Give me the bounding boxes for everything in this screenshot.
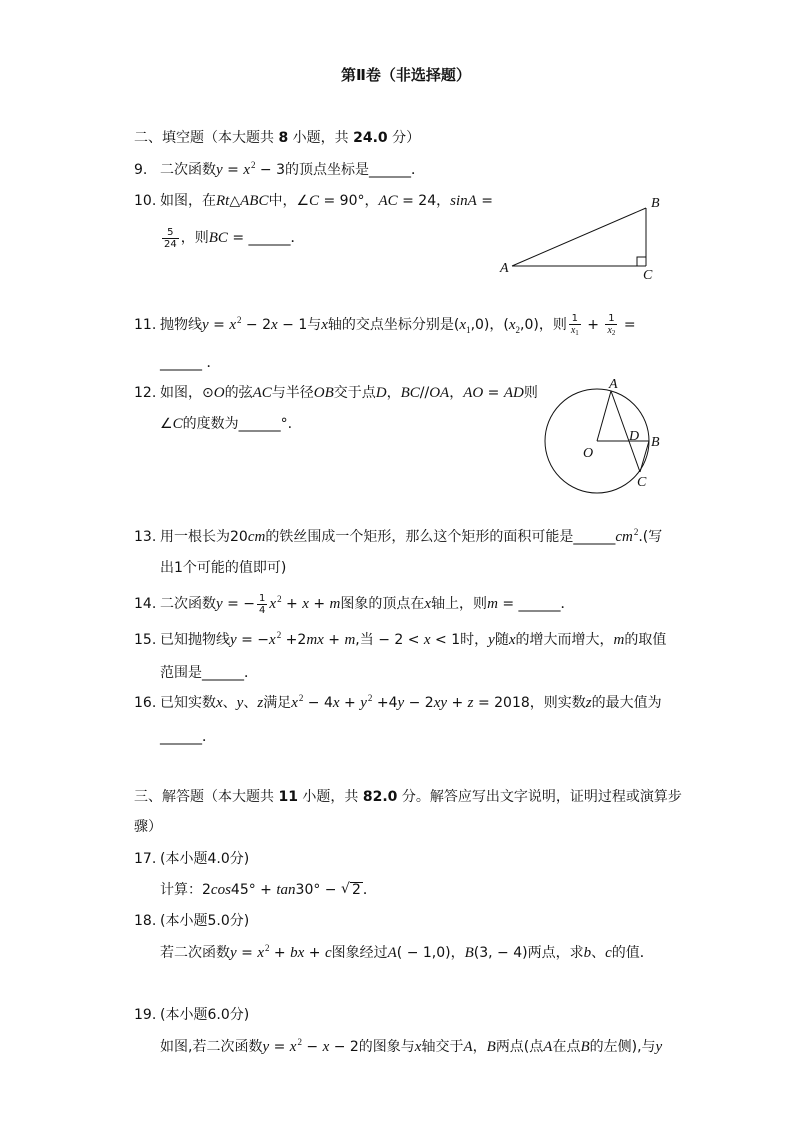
text-run: − 1与 bbox=[277, 317, 322, 333]
question-15-number: 15. bbox=[134, 632, 157, 648]
math-variable: A bbox=[543, 1039, 553, 1055]
math-variable: y bbox=[262, 1039, 270, 1055]
text-run: 45° + bbox=[230, 882, 277, 898]
text-run: 用一根长为20 bbox=[160, 529, 248, 545]
math-variable: x bbox=[332, 695, 340, 711]
math-variable: x bbox=[291, 695, 298, 711]
text-run: 中，∠ bbox=[268, 193, 310, 209]
math-variable: bx bbox=[290, 945, 305, 961]
text-run: 的弦 bbox=[224, 385, 253, 401]
fraction bbox=[569, 313, 581, 337]
math-variable: x bbox=[459, 317, 467, 333]
text-run: − 2 bbox=[241, 317, 272, 333]
math-variable: y bbox=[216, 162, 223, 178]
bold-number: 82.0 bbox=[362, 789, 398, 805]
math-variable: B bbox=[580, 1039, 590, 1055]
math-variable: AC bbox=[252, 385, 272, 401]
text-run: 如图,若二次函数 bbox=[160, 1039, 263, 1055]
hypotenuse-ab bbox=[512, 208, 646, 266]
text-run: +2 bbox=[281, 632, 307, 648]
text-run: 图象经过 bbox=[331, 945, 388, 961]
text-run: − bbox=[301, 1039, 323, 1055]
text-run: + bbox=[308, 596, 330, 612]
text-run: ． bbox=[362, 882, 377, 898]
text-run: ， bbox=[472, 1039, 487, 1055]
section-2-header bbox=[134, 130, 420, 146]
math-variable: tan bbox=[276, 882, 296, 898]
question-16-text-line-1 bbox=[160, 695, 662, 711]
question-11-text-line-2 bbox=[160, 355, 220, 371]
text-run: (3, − 4)两点，求 bbox=[473, 945, 584, 961]
text-run: = bbox=[222, 162, 244, 178]
question-18-text bbox=[160, 945, 654, 961]
fraction-numerator bbox=[257, 593, 267, 605]
text-run: = 2018，则实数 bbox=[473, 695, 586, 711]
text-run: 轴上，则 bbox=[431, 596, 488, 612]
text-run: 的左侧),与 bbox=[589, 1039, 656, 1055]
text-run: 1 bbox=[608, 313, 615, 324]
math-variable: cos bbox=[210, 882, 231, 898]
superscript: 2 bbox=[277, 594, 282, 604]
question-9-text bbox=[160, 162, 425, 178]
text-run: − 4 bbox=[303, 695, 333, 711]
question-16-text-line-2 bbox=[160, 729, 216, 745]
fraction-denominator bbox=[162, 239, 179, 250]
math-variable: x bbox=[271, 317, 278, 333]
text-run: 图象的顶点在 bbox=[340, 596, 425, 612]
text-run: 计算：2 bbox=[160, 882, 211, 898]
math-variable: A bbox=[463, 1039, 473, 1055]
subscript: 2 bbox=[611, 329, 616, 337]
text-run: + bbox=[339, 695, 361, 711]
math-variable: Rt bbox=[216, 193, 230, 209]
math-variable: ABC bbox=[240, 193, 269, 209]
math-variable: y bbox=[655, 1039, 663, 1055]
question-17-number: 17. bbox=[134, 851, 157, 867]
question-14-number: 14. bbox=[134, 596, 157, 612]
superscript: 2 bbox=[298, 693, 304, 703]
text-run: 分。解答应写出文字说明，证明过程或演算步 bbox=[397, 789, 682, 805]
question-12-number: 12. bbox=[134, 385, 157, 401]
math-variable: x bbox=[257, 945, 264, 961]
point-label-c: C bbox=[637, 475, 647, 490]
text-run: 交于点 bbox=[333, 385, 376, 401]
math-variable: z bbox=[257, 695, 264, 711]
question-10-text-line-1 bbox=[160, 193, 493, 209]
text-run: 则 bbox=[523, 385, 538, 401]
chord-bc bbox=[640, 441, 649, 472]
math-variable: mx bbox=[306, 632, 324, 648]
math-variable: y bbox=[236, 695, 244, 711]
math-variable: x bbox=[302, 596, 309, 612]
math-variable: AO bbox=[463, 385, 484, 401]
text-run: 抛物线 bbox=[160, 317, 202, 333]
text-run: 与半径 bbox=[271, 385, 314, 401]
math-variable: y bbox=[230, 945, 237, 961]
text-run: 4 bbox=[259, 604, 266, 616]
question-18-number: 18. bbox=[134, 913, 157, 929]
text-run: 已知抛物线 bbox=[160, 632, 230, 648]
text-run: 的度数为______°. bbox=[182, 416, 293, 432]
question-11-number: 11. bbox=[134, 317, 157, 333]
text-run: = 24， bbox=[397, 193, 451, 209]
fraction-denominator bbox=[257, 605, 267, 616]
math-variable: z bbox=[467, 695, 474, 711]
fraction-numerator bbox=[162, 227, 179, 239]
superscript: 2 bbox=[236, 315, 242, 325]
math-variable: AC bbox=[378, 193, 398, 209]
text-run: 、 bbox=[222, 695, 237, 711]
question-9-number: 9. bbox=[134, 162, 148, 178]
math-variable: x bbox=[269, 596, 277, 612]
text-run: + bbox=[304, 945, 325, 961]
text-run: ， bbox=[386, 385, 401, 401]
text-run: 骤） bbox=[134, 819, 162, 835]
math-variable: C bbox=[172, 416, 183, 432]
right-triangle-figure bbox=[495, 190, 665, 285]
math-variable: AD bbox=[503, 385, 524, 401]
superscript: 2 bbox=[264, 943, 270, 953]
question-17-text bbox=[160, 882, 377, 898]
text-run: 轴交于 bbox=[421, 1039, 464, 1055]
text-run: + bbox=[281, 596, 303, 612]
math-variable: D bbox=[375, 385, 387, 401]
math-variable: OA bbox=[429, 385, 450, 401]
math-variable: z bbox=[585, 695, 592, 711]
text-run: +4 bbox=[372, 695, 398, 711]
fraction bbox=[605, 313, 617, 337]
text-run: △ bbox=[229, 193, 241, 209]
question-10-number: 10. bbox=[134, 193, 157, 209]
math-variable: c bbox=[605, 945, 612, 961]
math-variable: x bbox=[289, 1039, 297, 1055]
vertex-label-c: C bbox=[643, 268, 653, 283]
math-variable: x bbox=[216, 695, 223, 711]
text-run: 的铁丝围成一个矩形，那么这个矩形的面积可能是______ bbox=[265, 529, 616, 545]
subscript: 2 bbox=[515, 325, 521, 335]
math-variable: x bbox=[269, 632, 276, 648]
math-variable: A bbox=[387, 945, 397, 961]
text-run: + bbox=[269, 945, 291, 961]
text-run: + bbox=[447, 695, 468, 711]
superscript: 2 bbox=[276, 630, 282, 640]
text-run: 的取值 bbox=[624, 632, 667, 648]
question-12-text-line-2 bbox=[160, 416, 292, 432]
math-variable: b bbox=[583, 945, 592, 961]
math-variable: y bbox=[360, 695, 367, 711]
point-label-b: B bbox=[651, 435, 660, 450]
question-12-text-line-1 bbox=[160, 385, 538, 401]
square-root: √ 2 bbox=[350, 882, 363, 897]
text-run: = bbox=[208, 317, 230, 333]
text-run: ______ ． bbox=[160, 355, 221, 371]
question-17-score: (本小题4.0分) bbox=[160, 851, 250, 867]
text-run: ∠ bbox=[160, 416, 173, 432]
text-run: 已知实数 bbox=[160, 695, 216, 711]
text-run: ， bbox=[449, 385, 464, 401]
question-14-text bbox=[160, 592, 575, 616]
fraction bbox=[257, 593, 267, 616]
fraction-numerator bbox=[569, 313, 581, 325]
text-run: 如图，在 bbox=[160, 193, 216, 209]
math-variable: y bbox=[230, 632, 237, 648]
text-run: − 2 bbox=[404, 695, 434, 711]
text-run: = bbox=[236, 945, 258, 961]
math-variable: m bbox=[329, 596, 341, 612]
bold-number: 24.0 bbox=[353, 130, 388, 146]
circle-figure bbox=[538, 376, 668, 496]
text-run: + bbox=[323, 632, 345, 648]
text-run: < 1时， bbox=[430, 632, 489, 648]
section-3-header-line-1 bbox=[134, 789, 682, 805]
math-variable: C bbox=[309, 193, 320, 209]
text-run: 5 bbox=[167, 226, 174, 238]
text-run: ,0)，( bbox=[470, 317, 509, 333]
math-variable: BC bbox=[208, 230, 228, 246]
text-run: 轴的交点坐标分别是( bbox=[327, 317, 460, 333]
question-19-text bbox=[160, 1039, 662, 1055]
text-run: 30° − bbox=[295, 882, 341, 898]
question-10-text-line-2 bbox=[160, 226, 305, 250]
text-run: ( − 1,0)， bbox=[396, 945, 465, 961]
question-16-number: 16. bbox=[134, 695, 157, 711]
math-variable: x bbox=[414, 1039, 422, 1055]
text-run: 1 bbox=[259, 592, 266, 604]
text-run: − 2的图象与 bbox=[329, 1039, 415, 1055]
fraction-denominator bbox=[569, 325, 581, 337]
math-variable: x bbox=[229, 317, 236, 333]
question-15-text-line-1 bbox=[160, 632, 666, 648]
bold-number: 11 bbox=[278, 789, 298, 805]
text-run: 如图，⊙ bbox=[160, 385, 214, 401]
text-run: 的最大值为 bbox=[591, 695, 662, 711]
text-run: ,0)，则 bbox=[520, 317, 567, 333]
text-run: 在点 bbox=[552, 1039, 581, 1055]
math-variable: y bbox=[202, 317, 209, 333]
text-run: = − bbox=[236, 632, 270, 648]
text-run: 的值． bbox=[611, 945, 654, 961]
math-variable: x bbox=[570, 325, 576, 336]
text-run: 二次函数 bbox=[160, 162, 216, 178]
text-run: 若二次函数 bbox=[160, 945, 230, 961]
math-variable: x bbox=[607, 325, 612, 336]
text-run: 满足 bbox=[263, 695, 292, 711]
text-run: 二次函数 bbox=[160, 596, 216, 612]
section-3-header-line-2 bbox=[134, 819, 162, 835]
text-run: 小题，共 bbox=[288, 130, 354, 146]
text-run: = 90°， bbox=[319, 193, 379, 209]
text-run: = ______． bbox=[227, 230, 305, 246]
math-variable: x bbox=[423, 632, 431, 648]
question-15-text-line-2 bbox=[160, 665, 258, 681]
text-run: = − bbox=[222, 596, 256, 612]
superscript: 2 bbox=[367, 693, 373, 703]
text-run: − 3的顶点坐标是______． bbox=[255, 162, 426, 178]
point-label-d: D bbox=[629, 429, 640, 444]
math-variable: O bbox=[213, 385, 225, 401]
text-run: 的增大而增大， bbox=[515, 632, 614, 648]
text-run: 、 bbox=[243, 695, 258, 711]
vertex-label-a: A bbox=[500, 261, 509, 276]
text-run: 范围是______． bbox=[160, 665, 258, 681]
text-run: = bbox=[476, 193, 493, 209]
question-13-text-line-1 bbox=[160, 529, 662, 545]
text-run: 24 bbox=[164, 238, 177, 250]
question-18-score: (本小题5.0分) bbox=[160, 913, 250, 929]
question-13-number: 13. bbox=[134, 529, 157, 545]
point-label-o: O bbox=[583, 446, 594, 461]
math-variable: x bbox=[321, 317, 328, 333]
text-run: + bbox=[582, 317, 604, 333]
paper-part-title: 第Ⅱ卷（非选择题） bbox=[341, 66, 471, 84]
math-variable: m bbox=[613, 632, 625, 648]
math-variable: x bbox=[243, 162, 250, 178]
text-run: = bbox=[619, 317, 636, 333]
math-variable: m bbox=[344, 632, 356, 648]
question-11-text-line-1 bbox=[160, 313, 636, 337]
math-variable: cm bbox=[615, 529, 633, 545]
question-13-text-line-2 bbox=[160, 560, 286, 576]
text-run: ,当 − 2 < bbox=[355, 632, 424, 648]
math-variable: x bbox=[508, 632, 516, 648]
superscript: 2 bbox=[633, 527, 639, 537]
math-variable: y bbox=[397, 695, 405, 711]
text-run: 三、解答题（本大题共 bbox=[134, 789, 279, 805]
radius-oa bbox=[597, 391, 611, 441]
point-label-a: A bbox=[609, 377, 618, 392]
text-run: 分） bbox=[387, 130, 421, 146]
text-run: = bbox=[483, 385, 504, 401]
text-run: 、 bbox=[591, 945, 606, 961]
text-run: 随 bbox=[494, 632, 509, 648]
question-19-score: (本小题6.0分) bbox=[160, 1007, 250, 1023]
math-variable: B bbox=[464, 945, 474, 961]
superscript: 2 bbox=[297, 1037, 302, 1047]
math-variable: c bbox=[324, 945, 332, 961]
math-variable: xy bbox=[433, 695, 448, 711]
math-variable: m bbox=[487, 596, 498, 612]
text-run: 出1个可能的值即可) bbox=[160, 560, 287, 576]
text-run: // bbox=[419, 385, 430, 401]
subscript: 1 bbox=[466, 325, 471, 335]
superscript: 2 bbox=[250, 160, 256, 170]
fraction-denominator bbox=[605, 325, 617, 337]
text-run: ______． bbox=[160, 729, 216, 745]
text-run: 两点(点 bbox=[495, 1039, 544, 1055]
math-variable: x bbox=[322, 1039, 330, 1055]
bold-number: 8 bbox=[278, 130, 289, 146]
math-variable: y bbox=[216, 596, 223, 612]
math-variable: x bbox=[424, 596, 432, 612]
text-run: 二、填空题（本大题共 bbox=[134, 130, 279, 146]
math-variable: cm bbox=[247, 529, 266, 545]
vertex-label-b: B bbox=[651, 196, 660, 211]
right-angle-marker bbox=[637, 257, 646, 266]
math-variable: x bbox=[508, 317, 516, 333]
fraction-numerator bbox=[605, 313, 617, 325]
subscript: 1 bbox=[575, 329, 579, 337]
text-run: = bbox=[269, 1039, 290, 1055]
math-variable: y bbox=[488, 632, 495, 648]
text-run: .(写 bbox=[638, 529, 663, 545]
math-variable: BC bbox=[400, 385, 420, 401]
text-run: 1 bbox=[571, 313, 578, 324]
math-variable: sinA bbox=[450, 193, 477, 209]
math-variable: B bbox=[486, 1039, 496, 1055]
text-run: ，则 bbox=[180, 230, 209, 246]
text-run: = ______． bbox=[497, 596, 575, 612]
question-19-number: 19. bbox=[134, 1007, 157, 1023]
text-run: 小题，共 bbox=[297, 789, 363, 805]
fraction bbox=[162, 227, 179, 250]
math-variable: OB bbox=[313, 385, 334, 401]
